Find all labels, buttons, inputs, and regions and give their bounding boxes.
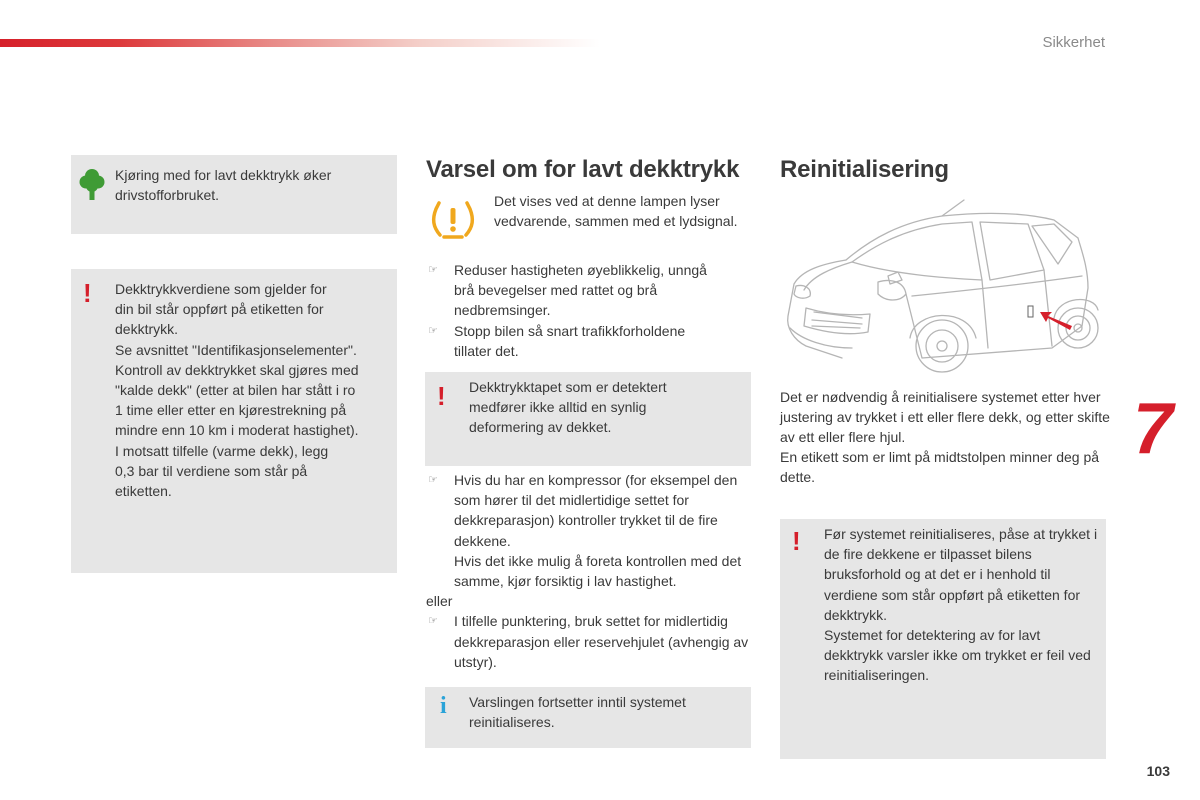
exclamation-icon: ! [792,526,801,556]
section-title: Sikkerhet [1042,34,1105,51]
reinit-warning-text: Før systemet reinitialiseres, påse at trykket i de fire dekkene er tilpasset bilens bruksforhold og at det er i henhold til verdiene som står oppført på etiketten for dekktrykk. Systemet for detektering av for lavt dekktrykk varsler ikke om trykket er feil ved reinitialiseringen. [824,526,1098,684]
header-accent-bar [0,39,600,47]
bullet-hand-icon: ☞ [428,264,438,276]
page-number: 103 [1146,763,1170,779]
warning-line: 1 time eller etter en kjørestrekning på [115,402,347,419]
warning-line: Se avsnittet "Identifikasjonselementer". [115,341,357,358]
warning-line: etiketten. [115,483,172,500]
right-heading: Reinitialisering [780,156,949,183]
list-item: ☞ Hvis du har en kompressor (for eksempel den som hører til det midlertidige settet for dekkreparasjon) kontroller trykket til de fire dekkene. [428,472,738,549]
compressor-section [426,470,756,672]
tyre-pressure-warning-icon [430,197,476,243]
eco-note-text: Kjøring med for lavt dekktrykk øker drivstofforbruket. [115,167,332,204]
warning-line: 0,3 bar til verdiene som står på [115,462,308,479]
warning-line: mindre enn 10 km i moderat hastighet). [115,422,359,439]
chapter-number: 7 [1133,389,1174,469]
reinit-paragraph: Det er nødvendig å reinitialisere systemet etter hver justering av trykket i ett eller flere dekk, og etter skifte av ett eller flere hjul. [780,389,1110,446]
warning-line: "kalde dekk" (etter at bilen har stått i ro [115,382,356,399]
bullet-hand-icon: ☞ [428,474,438,486]
tree-icon [79,167,105,201]
car-illustration [782,198,1100,378]
exclamation-icon: ! [437,381,446,411]
compressor-continuation: Hvis det ikke mulig å foreta kontrollen med det samme, kjør forsiktig i lav hastighet. [454,552,742,590]
or-word: eller [426,593,453,610]
deformation-warning-box [425,372,751,466]
tyre-values-warning-text [115,279,395,501]
label-paragraph: En etikett som er limt på midtstolpen minner deg på dette. [780,449,1100,486]
info-icon: i [440,693,447,719]
list-item: ☞ Reduser hastigheten øyeblikkelig, unngå brå bevegelser med rattet og brå nedbremsinger. [428,262,707,319]
bullet-hand-icon: ☞ [428,615,438,628]
eco-note-box [71,155,397,234]
warning-line: Dekktrykkverdiene som gjelder for [115,281,327,297]
reinit-warning-box [780,519,1106,759]
info-text: Varslingen fortsetter inntil systemet reinitialiseres. [469,694,686,731]
action-list [426,260,726,361]
exclamation-icon: ! [83,278,92,308]
lamp-description: Det vises ved at denne lampen lyser vedvarende, sammen med et lydsignal. [494,193,738,230]
info-box [425,687,751,748]
list-item: ☞ Stopp bilen så snart trafikkforholdene tillater det. [428,322,686,359]
warning-line: I motsatt tilfelle (varme dekk), legg [115,442,329,459]
warning-line: dekktrykk. [115,321,179,338]
bullet-hand-icon: ☞ [428,324,438,337]
middle-heading: Varsel om for lavt dekktrykk [426,156,740,183]
deformation-warning-text: Dekktrykktapet som er detektert medfører ikke alltid en synlig deformering av dekket. [469,379,667,436]
tyre-values-warning-box [71,269,397,573]
warning-line: din bil står oppført på etiketten for [115,301,324,318]
list-item: ☞ I tilfelle punktering, bruk settet for midlertidig dekkreparasjon eller reservehjulet (avhengig av utstyr). [428,613,749,670]
warning-line: Kontroll av dekktrykket skal gjøres med [115,361,359,378]
